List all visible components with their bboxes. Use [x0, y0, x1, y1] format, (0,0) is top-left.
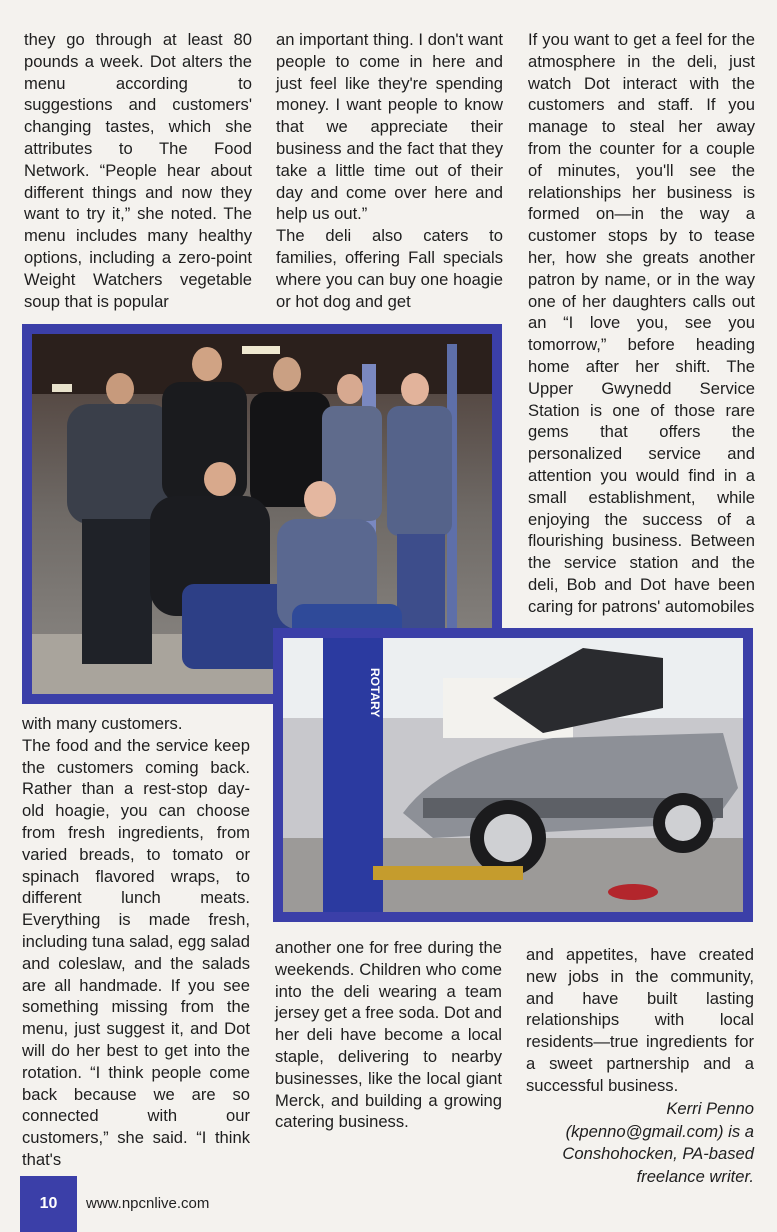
paragraph: The food and the service keep the customers coming back. Rather than a rest-stop day-old hoagie, you can choose from fresh ingredients, from varied breads, to tomato or spinach flavored wraps, to different lunch meats. Everything is made fresh, including tuna salad, egg salad and coleslaw, and the salads are all handmade. If you see something missing from the menu, just suggest it, and Dot will do her best to get into the rotation. “I think people come back because we are so connected with our customers,” she said. “I think that's [22, 735, 250, 1169]
paragraph: If you want to get a feel for the atmosphere in the deli, just watch Dot interact with the customers and staff. If you manage to steal her away from the counter for a couple of minutes, you'll see the relationships her business is formed on—in the way a customer stops by to tease her, how she greats another patron by name, or in the way one of her daughters calls out an “I love you, see you tomorrow,” before heading home after her shift. The Upper Gwynedd Service Station is one of those rare gems that offers the personalized service and attention you would find in a small establishment, while enjoying the success of a flourishing business. Between the service station and the deli, Bob and Dot have been caring for patrons' automobiles [528, 30, 755, 616]
paragraph: another one for free during the weekends. Children who come into the deli wearing a team jersey get a free soda. Dot and her deli have become a local staple, delivering to nearby businesses, like the local giant Merck, and building a growing catering business. [275, 938, 502, 1132]
paragraph: The deli also caters to families, offering Fall specials where you can buy one hoagie or hot dog and get [276, 226, 503, 311]
article-column-left-bottom [22, 713, 250, 1171]
author-byline [526, 1098, 754, 1188]
lift-brand-label: ROTARY [368, 668, 382, 718]
paragraph: an important thing. I don't want people to come in here and just feel like they're spending money. I want people to know that we appreciate their business and the fact that they take a little time out of their day and come over here and help us out.” [276, 30, 503, 224]
paragraph: and appetites, have created new jobs in the community, and have built lasting relationships with local residents—true ingredients for a sweet partnership and a successful business. [526, 945, 754, 1095]
article-column-middle-top [276, 29, 503, 312]
page-number: 10 [39, 1195, 58, 1212]
article-column-right-bottom [526, 944, 754, 1097]
paragraph: they go through at least 80 pounds a week. Dot alters the menu according to suggestions and customers' changing tastes, which she attributes to The Food Network. “People hear about different things and now they want to try it,” she noted. The menu includes many healthy options, including a zero-point Weight Watchers vegetable soup that is popular [24, 30, 252, 311]
footer-url[interactable]: www.npcnlive.com [86, 1195, 210, 1212]
paragraph: with many customers. [22, 714, 183, 733]
article-column-middle-bottom [275, 937, 502, 1133]
car-photo [283, 638, 743, 912]
byline-line: Kerri Penno [666, 1099, 754, 1118]
page-number-box [20, 1176, 77, 1232]
byline-line: freelance writer. [636, 1166, 754, 1186]
car-photo-frame [273, 628, 753, 922]
car-on-lift-illustration [283, 638, 743, 912]
article-column-right-top [528, 29, 755, 618]
byline-line: Conshohocken, PA-based [562, 1144, 754, 1163]
byline-line: (kpenno@gmail.com) is a [565, 1121, 754, 1141]
article-column-left-top [24, 29, 252, 312]
